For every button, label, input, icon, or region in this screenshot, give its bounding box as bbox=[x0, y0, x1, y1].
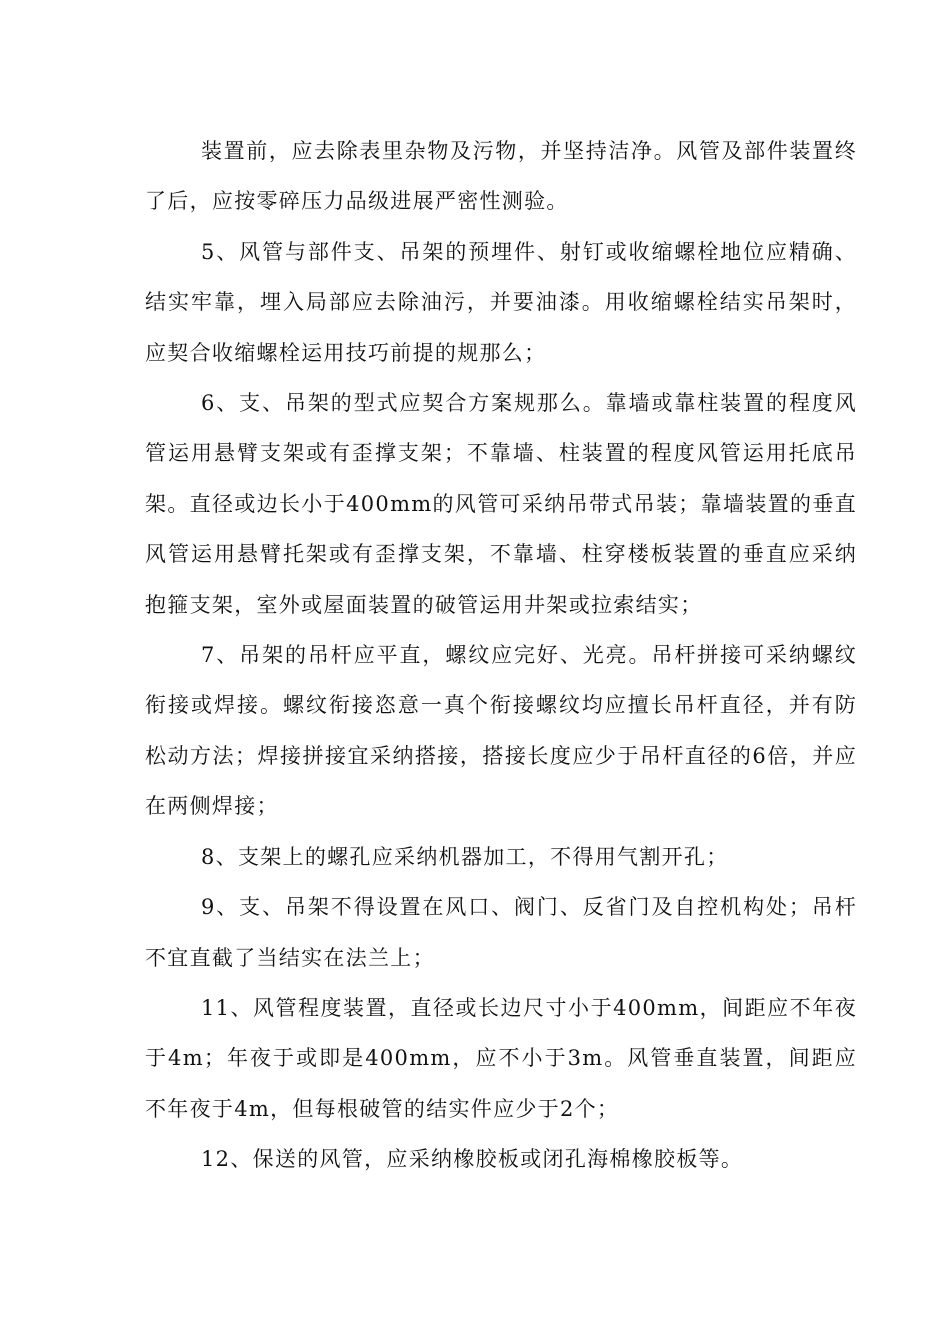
paragraph-1: 装置前，应去除表里杂物及污物，并坚持洁净。风管及部件装置终了后，应按零碎压力品级进展严密性测验。 bbox=[145, 139, 857, 214]
paragraph-5: 8、支架上的螺孔应采纳机器加工，不得用气割开孔； bbox=[201, 844, 729, 869]
paragraph-8: 12、保送的风管，应采纳橡胶板或闭孔海棉橡胶板等。 bbox=[201, 1147, 744, 1172]
paragraph-4: 7、吊架的吊杆应平直，螺纹应完好、光亮。吊杆拼接可采纳螺纹衔接或焊接。螺纹衔接恣意一真个衔接螺纹均应擅长吊杆直径，并有防松动方法；焊接拼接宜采纳搭接，搭接长度应少于吊杆直径的6倍，并应在两侧焊接； bbox=[145, 643, 857, 819]
paragraph-3: 6、支、吊架的型式应契合方案规那么。靠墙或靠柱装置的程度风管运用悬臂支架或有歪撑支架；不靠墙、柱装置的程度风管运用托底吊架。直径或边长小于400mm的风管可采纳吊带式吊装；靠墙装置的垂直风管运用悬臂托架或有歪撑支架，不靠墙、柱穿楼板装置的垂直应采纳抱箍支架，室外或屋面装置的破管运用井架或拉索结实； bbox=[145, 391, 857, 617]
paragraph-6: 9、支、吊架不得设置在风口、阀门、反省门及自控机构处；吊杆不宜直截了当结实在法兰上； bbox=[145, 895, 857, 970]
document-body bbox=[145, 126, 857, 1185]
paragraph-2: 5、风管与部件支、吊架的预埋件、射钉或收缩螺栓地位应精确、结实牢靠，埋入局部应去除油污，并要油漆。用收缩螺栓结实吊架时，应契合收缩螺栓运用技巧前提的规那么； bbox=[145, 239, 857, 365]
paragraph-7: 11、风管程度装置，直径或长边尺寸小于400mm，间距应不年夜于4m；年夜于或即是400mm，应不小于3m。风管垂直装置，间距应不年夜于4m，但每根破管的结实件应少于2个； bbox=[145, 995, 857, 1121]
